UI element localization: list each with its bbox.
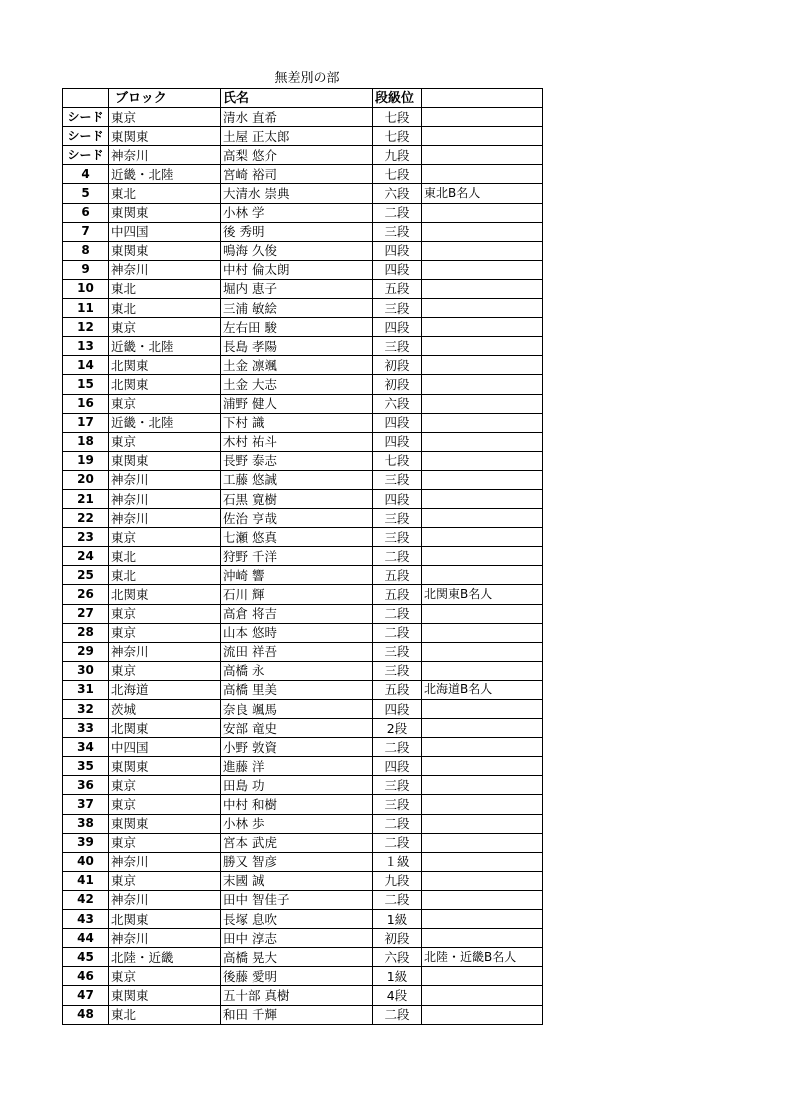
seed-cell: 9	[63, 260, 109, 279]
rank-cell: 二段	[373, 203, 422, 222]
table-row	[63, 661, 543, 680]
seed-cell: シード	[63, 127, 109, 146]
block-cell: 東京	[109, 108, 221, 127]
rank-cell: 三段	[373, 661, 422, 680]
name-cell: 土金 凛颯	[221, 356, 373, 375]
table-row	[63, 738, 543, 757]
name-cell: 奈良 颯馬	[221, 700, 373, 719]
seed-cell: 10	[63, 279, 109, 298]
note-cell	[422, 146, 543, 165]
note-cell	[422, 356, 543, 375]
rank-cell: 三段	[373, 795, 422, 814]
block-cell: 北関東	[109, 356, 221, 375]
table-row	[63, 623, 543, 642]
seed-cell: 44	[63, 929, 109, 948]
block-cell: 中四国	[109, 222, 221, 241]
note-cell	[422, 890, 543, 909]
seed-cell: 31	[63, 680, 109, 699]
rank-cell: 五段	[373, 585, 422, 604]
rank-cell: 四段	[373, 757, 422, 776]
block-cell: 東関東	[109, 241, 221, 260]
seed-cell: 17	[63, 413, 109, 432]
block-cell: 東北	[109, 1005, 221, 1024]
rank-cell: 三段	[373, 509, 422, 528]
block-cell: 北陸・近畿	[109, 948, 221, 967]
name-cell: 高梨 悠介	[221, 146, 373, 165]
note-cell: 東北B名人	[422, 184, 543, 203]
block-cell: 北関東	[109, 375, 221, 394]
seed-cell: 39	[63, 833, 109, 852]
seed-cell: 16	[63, 394, 109, 413]
name-cell: 工藤 悠誠	[221, 470, 373, 489]
seed-cell: 21	[63, 489, 109, 508]
seed-cell: 6	[63, 203, 109, 222]
block-cell: 神奈川	[109, 260, 221, 279]
table-row	[63, 318, 543, 337]
name-cell: 沖崎 響	[221, 566, 373, 585]
block-cell: 東京	[109, 623, 221, 642]
name-cell: 山本 悠時	[221, 623, 373, 642]
rank-cell: 初段	[373, 356, 422, 375]
block-cell: 東関東	[109, 127, 221, 146]
seed-cell: 35	[63, 757, 109, 776]
block-cell: 東関東	[109, 757, 221, 776]
seed-cell: 34	[63, 738, 109, 757]
block-cell: 茨城	[109, 700, 221, 719]
rank-cell: 二段	[373, 547, 422, 566]
rank-cell: 三段	[373, 299, 422, 318]
seed-cell: 18	[63, 432, 109, 451]
note-cell	[422, 547, 543, 566]
rank-cell: 四段	[373, 241, 422, 260]
name-cell: 田島 功	[221, 776, 373, 795]
note-cell	[422, 375, 543, 394]
seed-cell: シード	[63, 146, 109, 165]
rank-cell: 三段	[373, 776, 422, 795]
note-cell: 北陸・近畿B名人	[422, 948, 543, 967]
rank-cell: 二段	[373, 604, 422, 623]
rank-cell: 二段	[373, 833, 422, 852]
block-cell: 神奈川	[109, 642, 221, 661]
table-row	[63, 299, 543, 318]
seed-cell: 25	[63, 566, 109, 585]
roster-table	[62, 88, 543, 1025]
seed-cell: 29	[63, 642, 109, 661]
seed-cell: 24	[63, 547, 109, 566]
note-cell	[422, 241, 543, 260]
table-row	[63, 967, 543, 986]
name-cell: 末國 誠	[221, 871, 373, 890]
page-title: 無差別の部	[274, 71, 340, 86]
seed-cell: 47	[63, 986, 109, 1005]
block-cell: 東京	[109, 776, 221, 795]
name-cell: 七瀬 悠真	[221, 528, 373, 547]
name-cell: 石川 輝	[221, 585, 373, 604]
name-cell: 長島 孝陽	[221, 337, 373, 356]
note-cell: 北関東B名人	[422, 585, 543, 604]
block-cell: 東京	[109, 394, 221, 413]
rank-cell: 六段	[373, 394, 422, 413]
note-cell	[422, 337, 543, 356]
seed-cell: 46	[63, 967, 109, 986]
table-row	[63, 929, 543, 948]
rank-cell: 四段	[373, 413, 422, 432]
table-row	[63, 413, 543, 432]
block-cell: 東京	[109, 967, 221, 986]
note-cell	[422, 757, 543, 776]
table-row	[63, 165, 543, 184]
name-cell: 下村 識	[221, 413, 373, 432]
note-cell	[422, 852, 543, 871]
table-row	[63, 910, 543, 929]
block-cell: 東関東	[109, 203, 221, 222]
block-cell: 神奈川	[109, 470, 221, 489]
note-cell	[422, 967, 543, 986]
rank-cell: 四段	[373, 432, 422, 451]
header-block: ブロック	[109, 89, 221, 108]
note-cell	[422, 623, 543, 642]
seed-cell: 12	[63, 318, 109, 337]
note-cell	[422, 566, 543, 585]
block-cell: 東北	[109, 547, 221, 566]
note-cell	[422, 394, 543, 413]
rank-cell: 三段	[373, 222, 422, 241]
seed-cell: 33	[63, 719, 109, 738]
note-cell	[422, 203, 543, 222]
table-row	[63, 356, 543, 375]
note-cell	[422, 700, 543, 719]
block-cell: 近畿・北陸	[109, 337, 221, 356]
table-row	[63, 852, 543, 871]
name-cell: 三浦 敏絵	[221, 299, 373, 318]
note-cell	[422, 776, 543, 795]
block-cell: 東京	[109, 604, 221, 623]
seed-cell: 23	[63, 528, 109, 547]
note-cell	[422, 451, 543, 470]
table-row	[63, 528, 543, 547]
name-cell: 和田 千輝	[221, 1005, 373, 1024]
name-cell: 高橋 里美	[221, 680, 373, 699]
block-cell: 神奈川	[109, 929, 221, 948]
block-cell: 東関東	[109, 814, 221, 833]
table-row	[63, 260, 543, 279]
seed-cell: 4	[63, 165, 109, 184]
seed-cell: 30	[63, 661, 109, 680]
note-cell	[422, 661, 543, 680]
seed-cell: 42	[63, 890, 109, 909]
table-row	[63, 451, 543, 470]
block-cell: 北関東	[109, 910, 221, 929]
note-cell	[422, 222, 543, 241]
block-cell: 東京	[109, 795, 221, 814]
table-row	[63, 489, 543, 508]
seed-cell: 5	[63, 184, 109, 203]
note-cell	[422, 738, 543, 757]
name-cell: 勝又 智彦	[221, 852, 373, 871]
table-row	[63, 241, 543, 260]
rank-cell: 四段	[373, 489, 422, 508]
rank-cell: 四段	[373, 318, 422, 337]
note-cell	[422, 929, 543, 948]
rank-cell: 九段	[373, 146, 422, 165]
rank-cell: 二段	[373, 814, 422, 833]
block-cell: 神奈川	[109, 509, 221, 528]
table-row	[63, 604, 543, 623]
block-cell: 東関東	[109, 451, 221, 470]
table-row	[63, 776, 543, 795]
seed-cell: 8	[63, 241, 109, 260]
table-row	[63, 509, 543, 528]
name-cell: 中村 和樹	[221, 795, 373, 814]
table-row	[63, 585, 543, 604]
table-row	[63, 795, 543, 814]
note-cell	[422, 470, 543, 489]
seed-cell: 20	[63, 470, 109, 489]
header-note	[422, 89, 543, 108]
note-cell	[422, 127, 543, 146]
seed-cell: 26	[63, 585, 109, 604]
note-cell	[422, 871, 543, 890]
rank-cell: 1級	[373, 967, 422, 986]
name-cell: 長塚 息吹	[221, 910, 373, 929]
rank-cell: １級	[373, 852, 422, 871]
table-row	[63, 375, 543, 394]
rank-cell: 五段	[373, 566, 422, 585]
block-cell: 北関東	[109, 719, 221, 738]
note-cell	[422, 299, 543, 318]
table-row	[63, 394, 543, 413]
block-cell: 北海道	[109, 680, 221, 699]
rank-cell: 2段	[373, 719, 422, 738]
seed-cell: 27	[63, 604, 109, 623]
block-cell: 東京	[109, 661, 221, 680]
seed-cell: 41	[63, 871, 109, 890]
rank-cell: 七段	[373, 451, 422, 470]
header-seed	[63, 89, 109, 108]
table-row	[63, 1005, 543, 1024]
block-cell: 東京	[109, 318, 221, 337]
block-cell: 東北	[109, 566, 221, 585]
block-cell: 東関東	[109, 986, 221, 1005]
name-cell: 石黒 寛樹	[221, 489, 373, 508]
name-cell: 流田 祥吾	[221, 642, 373, 661]
name-cell: 小林 学	[221, 203, 373, 222]
table-row	[63, 642, 543, 661]
rank-cell: 初段	[373, 929, 422, 948]
name-cell: 土屋 正太郎	[221, 127, 373, 146]
name-cell: 進藤 洋	[221, 757, 373, 776]
name-cell: 狩野 千洋	[221, 547, 373, 566]
table-row	[63, 680, 543, 699]
note-cell	[422, 413, 543, 432]
name-cell: 後藤 愛明	[221, 967, 373, 986]
rank-cell: 七段	[373, 165, 422, 184]
rank-cell: 二段	[373, 623, 422, 642]
note-cell	[422, 986, 543, 1005]
seed-cell: 43	[63, 910, 109, 929]
name-cell: 田中 淳志	[221, 929, 373, 948]
note-cell	[422, 260, 543, 279]
table-row	[63, 432, 543, 451]
seed-cell: 14	[63, 356, 109, 375]
table-row	[63, 871, 543, 890]
name-cell: 五十部 真樹	[221, 986, 373, 1005]
rank-cell: 初段	[373, 375, 422, 394]
block-cell: 神奈川	[109, 890, 221, 909]
name-cell: 浦野 健人	[221, 394, 373, 413]
seed-cell: 32	[63, 700, 109, 719]
rank-cell: 五段	[373, 680, 422, 699]
rank-cell: 六段	[373, 948, 422, 967]
table-row	[63, 279, 543, 298]
rank-cell: 六段	[373, 184, 422, 203]
table-row	[63, 700, 543, 719]
name-cell: 宮崎 裕司	[221, 165, 373, 184]
rank-cell: 九段	[373, 871, 422, 890]
rank-cell: 四段	[373, 260, 422, 279]
table-row	[63, 127, 543, 146]
table-row	[63, 890, 543, 909]
name-cell: 小林 歩	[221, 814, 373, 833]
roster-body	[63, 108, 543, 1025]
block-cell: 東京	[109, 833, 221, 852]
rank-cell: 三段	[373, 470, 422, 489]
seed-cell: 19	[63, 451, 109, 470]
rank-cell: 三段	[373, 337, 422, 356]
seed-cell: 13	[63, 337, 109, 356]
rank-cell: 五段	[373, 279, 422, 298]
block-cell: 東北	[109, 279, 221, 298]
block-cell: 近畿・北陸	[109, 413, 221, 432]
seed-cell: 28	[63, 623, 109, 642]
header-row	[63, 89, 543, 108]
note-cell	[422, 165, 543, 184]
seed-cell: 40	[63, 852, 109, 871]
rank-cell: 二段	[373, 890, 422, 909]
note-cell	[422, 604, 543, 623]
note-cell: 北海道B名人	[422, 680, 543, 699]
name-cell: 大清水 崇典	[221, 184, 373, 203]
name-cell: 清水 直希	[221, 108, 373, 127]
table-row	[63, 146, 543, 165]
table-row	[63, 948, 543, 967]
note-cell	[422, 795, 543, 814]
block-cell: 東京	[109, 871, 221, 890]
seed-cell: 15	[63, 375, 109, 394]
rank-cell: 七段	[373, 108, 422, 127]
name-cell: 佐治 亨哉	[221, 509, 373, 528]
rank-cell: 4段	[373, 986, 422, 1005]
table-row	[63, 222, 543, 241]
note-cell	[422, 719, 543, 738]
table-row	[63, 547, 543, 566]
note-cell	[422, 489, 543, 508]
note-cell	[422, 642, 543, 661]
table-row	[63, 203, 543, 222]
name-cell: 木村 祐斗	[221, 432, 373, 451]
block-cell: 北関東	[109, 585, 221, 604]
note-cell	[422, 1005, 543, 1024]
block-cell: 東京	[109, 432, 221, 451]
table-row	[63, 470, 543, 489]
seed-cell: 48	[63, 1005, 109, 1024]
header-name: 氏名	[221, 89, 373, 108]
block-cell: 東北	[109, 184, 221, 203]
block-cell: 近畿・北陸	[109, 165, 221, 184]
note-cell	[422, 108, 543, 127]
name-cell: 小野 敦資	[221, 738, 373, 757]
name-cell: 中村 倫太朗	[221, 260, 373, 279]
name-cell: 高倉 将吉	[221, 604, 373, 623]
rank-cell: 二段	[373, 1005, 422, 1024]
name-cell: 後 秀明	[221, 222, 373, 241]
rank-cell: 三段	[373, 642, 422, 661]
seed-cell: シード	[63, 108, 109, 127]
name-cell: 堀内 恵子	[221, 279, 373, 298]
note-cell	[422, 279, 543, 298]
name-cell: 左右田 駿	[221, 318, 373, 337]
rank-cell: 四段	[373, 700, 422, 719]
block-cell: 東京	[109, 528, 221, 547]
note-cell	[422, 432, 543, 451]
table-row	[63, 986, 543, 1005]
table-row	[63, 184, 543, 203]
name-cell: 安部 竜史	[221, 719, 373, 738]
rank-cell: 1級	[373, 910, 422, 929]
block-cell: 東北	[109, 299, 221, 318]
name-cell: 田中 智佳子	[221, 890, 373, 909]
name-cell: 鳴海 久俊	[221, 241, 373, 260]
block-cell: 神奈川	[109, 146, 221, 165]
note-cell	[422, 910, 543, 929]
block-cell: 神奈川	[109, 852, 221, 871]
note-cell	[422, 509, 543, 528]
rank-cell: 三段	[373, 528, 422, 547]
table-row	[63, 108, 543, 127]
note-cell	[422, 528, 543, 547]
table-row	[63, 719, 543, 738]
name-cell: 高橋 晃大	[221, 948, 373, 967]
table-row	[63, 566, 543, 585]
header-rank: 段級位	[373, 89, 422, 108]
seed-cell: 38	[63, 814, 109, 833]
name-cell: 長野 泰志	[221, 451, 373, 470]
rank-cell: 七段	[373, 127, 422, 146]
table-row	[63, 337, 543, 356]
note-cell	[422, 318, 543, 337]
note-cell	[422, 833, 543, 852]
seed-cell: 36	[63, 776, 109, 795]
table-row	[63, 814, 543, 833]
name-cell: 高橋 永	[221, 661, 373, 680]
block-cell: 中四国	[109, 738, 221, 757]
rank-cell: 二段	[373, 738, 422, 757]
seed-cell: 45	[63, 948, 109, 967]
table-row	[63, 757, 543, 776]
name-cell: 宮本 武虎	[221, 833, 373, 852]
seed-cell: 37	[63, 795, 109, 814]
seed-cell: 22	[63, 509, 109, 528]
name-cell: 土金 大志	[221, 375, 373, 394]
table-row	[63, 833, 543, 852]
seed-cell: 7	[63, 222, 109, 241]
note-cell	[422, 814, 543, 833]
seed-cell: 11	[63, 299, 109, 318]
block-cell: 神奈川	[109, 489, 221, 508]
